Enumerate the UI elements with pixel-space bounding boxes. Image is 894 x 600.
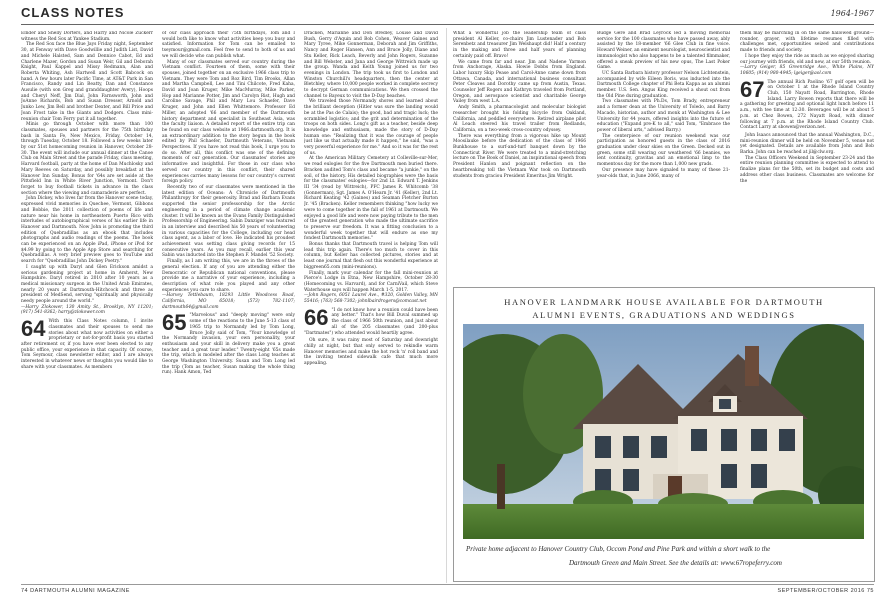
paragraph: At the American Military Cemetery at Colleville-sur-Mer, we read eulogies for the five Dartmouth men buried there. Bracken audited Tom's class and became "a junkie," on the soil, of the history. His detailed biographies were the basis for the classmates' eulogies—for 2nd Lt. Edward T. Jenkins III '34 (read by Wittreich), PFC James R. Whitcomb '38 (Gonnerman), Sgt. James A. O'Hearn Jr. '41 (Keller), 2nd Lt. Richard Keating '42 (Gaines) and Seaman Fletcher Burton Jr. '45 (Bracken). Keller remembers thinking "how lucky we were to come together in the fall of 1961 at Dartmouth. We enjoyed a good life and were now paying tribute to the men of the greatest generation who made the ultimate sacrifice to preserve our freedom. It was a fitting conclusion to a wonderful week together that will endure as one my fondest Dartmouth memories." [304,156,438,242]
paragraph: There was everything from a vigorous hike up Mount Moosilauke before the dedication of the class of 1966 Bunkhouse to a surf-and-turf banquet down by the Connecticut River. We were treated to a mind-stretching lecture on The Book of Daniel, an inspirational speech from President Hanlon and poignant reflection on the heartbreaking toll the Vietnam War took on Dartmouth students from graciou President Emeritus Jim Wright. [453,133,586,179]
class-year-block [740,76,874,131]
paragraph: John Isaacs announced that the annual Washington, D.C., mini-reunion dinner will be held on November 5, venue not yet designated. Details are available from John and Bob Barka. John can be reached at jil@clw.org. [740,132,874,156]
paragraph: Andy Smith, a pharmacologist and molecular biologist researcher brought his folding bicycle from Oakland, California, and peddled everywhere. Retired airplane pilot Al Leach steered his travel trailer from Redlands, California, on a two-week cross-country odyssey. [453,105,586,133]
column-1 [21,31,153,582]
paragraph: With this Class Notes column, I invite classmates and their spouses to send me stories about what now activities on either a proprietary or not-for-profit basis you started after retirement or, if you have ever been elected to any public office, your experience in that capacity. Of course, Tom Seymour, class newsletter editor, and I are always interested in whatever news or thoughts you would like to share with your classmates. As members [21,319,153,370]
column-6 [740,31,874,283]
house-advertisement [453,287,875,582]
class-year-block [162,310,295,376]
footer-left-folio: 74 DARTMOUTH ALUMNI MAGAZINE [21,588,130,594]
column-2 [162,31,295,582]
class-year-block [304,304,438,337]
paragraph: Many of our classmates served our country during the Vietnam conflict. Fourteen of them, some with their spouses, joined together on an exclusive 1966 class trip to Vietnam. They were Tom and Roz Bird, Tim Brooks, Allan and Martha Campbell, Lee and Tini Chilcote, Fred Kaha, David and Joan Kruger, Mike MacMurray, Mike Parker, Hop and Marianne Potter, Jim and Carolyn Rist, Hugh and Caroline Savage, Phil and Mary Lou Schaefer, Dave Kruger, and John and Ellen Whittemore. Professor Ed Miller, an adopted '66 and member of the Dartmouth history department and specialist in Southeast Asia, was the faculty liaison. A detailed report of the entire trip can be found on our class website at 1966.dartmouth.org. It is an extraordinary addition to the story begun in the book edited by Phil Schaefer, Dartmouth Veterans, Vietnam Perspectives. If you have not read this book, I urge you to do so. After all, this conflict was one of the defining moments of our generation. Our classmates' stories are informative and insightful. For those in our class who served our country in this conflict, their shared experiences carries many lessons for our country's current foreign policy. [162,59,295,185]
paragraph: Two classmates with Ph.Ds, Tom Brady, entrepreneur and a former dean at the University of Toledo, and Barry Macado, historian, author and monk at Washington & Lee University for 44 years, offered insights into the future of education ("Expand pre-K to all," said Tom, "Embrace the power of liberal arts," advised Barry.) [597,99,730,133]
footer-right-folio: SEPTEMBER/OCTOBER 2016 75 [777,588,874,594]
paragraph: The Red Sox face the Blue Jays Friday night, September 30, at Fenway with Dave Goodwillie and Judith List, David and Michele Halsted, Sam and Dennice Cabot, Ed and Charlene Mazer, Gordon and Susan Weir, Gil and Deborah Knight, Paul Kappel and Missy Redmann, Alan and Roberta Whiting, Ash Hartwell and Scott Babcock on hand. A few hours later Pacific Time, at AT&T Park in San Francisco, Randy and Lin Beatty, Dan and Constance Ausulie (with son Greg and granddaughter Avery), Hoops and Cheryl Neff, Jim Dial, John Farnsworth, John and JoAnne Richards, Bob and Susan Dresser, Arnold and Junko Lew, Jim Bell and brother Dexter, and Bill Price and Joan Frost take in the Giants and Dodgers. Class mini-reunion chair Tom Ferry put it all together. [21,42,153,122]
paragraph: Finally, as I am writing this, we are in the throes of the general election. If any of you are attending either the Democratic or Republican national conventions, please provide me a narrative of your experience, including a description of what role you played and any other experiences you care to share. [162,259,295,293]
class-year-number: 64 [21,316,46,342]
correspondent-signature: —Harvey Tettlebaum, 18293 Little Woodcess Road, California, MO 65018; (573) 782-1107; dartmouth64@gmail.com [162,293,295,310]
paragraph: What a wonderful job the leadership team of class president Al Keller, co-chairs Jim Lustenader and Bob Serenbetz and treasurer Jim Welshaupt did! Half a century in the making and three and half years of planning certainly paid off. Bravo! [453,31,586,59]
paragraph: John Dickey, who lives far from the Hanover scene today, expressed vivid memories in Quechee, Vermont, Gibbons and Bobbie, the 2011 collection of poems of life and nature near his home in northeastern Puerto Rico with interludes of autobiographical verses of his earlier life in Hanover and Dartmouth. Now John is promoting the third edition of Quebradillas as an ebook that includes photographs and audio readings of the poems. The book can be experienced on an Apple iPad, iPhone or iPod for $4.99 by going to the Apple App Store and searching for Quebradillas. A very brief preview goes to YouTube and search for "Quebradillas John Dickey Poetry." [21,196,153,265]
paragraph: Recently two of our classmates were mentioned in the latest edition of Oceans: A Chronicle of Dartmouth Philanthropy for their generosity. Brad and Barbara Evans supported the senior professorship for the Arctic engineering in a period of climate change academic cluster. It will be known as the Evans Family Distinguished Professorship of Engineering. Sabin Danziger was featured in an interview and described his 50 years of volunteering in various capacities for the College, including our head class agent, as a labor of love. He indicated his proudest achievement was setting class giving records for 15 consecutive years. As you may recall, earlier this year Sabin was inducted into the Stephen F. Mandel '52 Society. [162,184,295,259]
paragraph: Budge Gere and Brad Leyrock led a moving memorial service for the 100 classmates who have passed away, ably assisted by the 18-member '66 Glee Club in fine voice. Howard Weiner, an eminent neurologist, neuroscientist and immunologist who also happens to be a talented filmmaker, offered a sneak preview of his new opus, The Last Poker Game. [597,31,730,71]
ad-caption-line-1: Private home adjacent to Hanover Country Club, Occom Pond and Pine Park and within a short walk to the [466,545,771,553]
house-photo-illustration [463,324,864,539]
paragraph: Oh sure, it was rainy most of Saturday and downright chilly at night, but that only served to rekindle warm Hanover memories and make the hot rock 'n' roll band and the inviting tented sidewalk cafe that much more appealing. [304,338,438,367]
correspondent-signature: —Harry Zlokower, 130 Amity St., Brooklyn, NY 11201; (917) 541-8362; harry@zlokower.com [21,304,153,316]
paragraph: Dracken, Marianne and Don Bredley, Louise and David Bush, Gerry d'Aquin and Bob Cohen, Weaver Gaines and Mary Tyree, Mike Gonnerman, Deborah and Jim Griffiths, Nancy and Roger Hansen, Ann and Bruce Jolly, Diane and Stu Keller, Rick Leach, Beverly and John Rogers, Suzanne and Bill Webster, and Jana and George Wittreich made up the group. Wanda and Keith Young joined us for two evenings in London. The trip took us first to London and Winston Churchill's headquarters, then the center at Bletchley, where 10,000 people worked in complete secrecy to decrypt German communications. We then crossed the channel to Bayeux to visit the D-Day beaches. [304,31,438,99]
correspondent-signature: —Larry Geiger, 85 Greenridge Ave., White Plains, NY 10605; (914) 980-4945; lgeiger@aol.com [740,65,874,76]
paragraph: The centerpiece of our reunion weekend was our participation as honored guests in the class of 2016 graduation under clear skies on the Green. Decked out in green, some still wearing our weathered '66 beanies, we lent continuity, gravitas and an emotional limp to the momentous day for the more than 1,000 new grads. [597,133,730,168]
paragraph: Minis go through October with more than 100 classmates, spouses and partners for the 75th birthday bash in Santa Fe, New Mexico, Friday, October 14, through Tuesday, October 18. Followed a few weeks later by our 51st homecoming reunion in Hanover, October 28-30. The event will include our annual dinner at the Canoe Club on Main Street and the parade Friday, class meeting, Harvard football, party at the home of Dan Muchlosky and Mary Reeves on Saturday, and possibly breakfast at the Hanover Inn Sunday. Bonus for '64s are set aside at the Pittsfield Inn in White River Junction, Vermont. Don't forget to buy football tickets in advance in the class section where the viewing and camaraderie are perfect. [21,122,153,196]
center-gutter [446,28,447,583]
paragraph: I hope they enjoy the ride as much as we enjoyed sharing our journey with friends, old and new, at our 50th reunion. [740,53,874,65]
house-photo [463,324,864,539]
paragraph: them may be marching in on the same hallowed ground—rounder, grayer, with lifetime resumes filled with challenges met, opportunities seized and contributions made to friends and society. [740,31,874,54]
ad-headline-line-2: ALUMNI EVENTS, GRADUATIONS AND WEDDINGS [532,310,796,320]
header-rule [21,24,874,25]
column-4 [453,31,586,283]
paragraph: The Class Officers Weekend in September 23-24 and the entire reunion planning committee is expected to attend to finalize plans for the 50th, set its budget and costs and address other class business. Classmates are welcome for the [740,155,874,184]
ad-headline-line-1: HANOVER LANDMARK HOUSE AVAILABLE FOR DARTMOUTH [504,297,824,307]
class-year-number: 67 [740,76,765,102]
paragraph: The annual Rich Paolino '67 golf open will be on October 1 at the Rhode Island Country Club, 150 Nayatt Road, Barrington, Rhode Island. Larry Bowen reports that there will be a gathering for greeting and optional light lunch before 11 a.m., with tee time at 12:30. Beverages will be at about 5 p.m. at Chez Bowen, 272 Nayatt Road, with dinner following at 7 p.m. at the Rhode Island Country Club. Contact Larry at sbowen@verizon.net. [740,79,874,131]
paragraph: Finally, mark your calendar for the fall mini-reunion at Pierce's Lodge in Etna, New Hampshire, October 28-30 (Homecoming vs. Harvard), and for CarniVail, which Steve Waterhouse says will happen March 1-5, 2017. [304,270,438,293]
class-year-block [21,316,153,370]
correspondent-signature: —John Rogers, 6051 Laurel Ave., #320, Golden Valley, MN 55416; (763) 568-7302; johnlbairdrogers@comcast.net [304,293,438,305]
paragraph: UC Santa Barbara history professor Nelson Lichtenstein, accompanied by wife Eileen Boris, was inducted into the Dartmouth College chapter of Phi Beta Kappa as an alumni member. U.S. Sen. Angus King received a shout out from the Old Pine during graduation. [597,70,730,99]
column-3 [304,31,438,582]
page-header-years: 1964-1967 [830,9,874,18]
footer-rule [21,584,874,585]
ad-caption-line-2: Dartmouth Green and Main Street. See the details at: www.67ropeferry.com [569,559,782,567]
paragraph: We traveled those Normandy shores and learned about the brilliant deception (Hitler was sure the landing would be at the Pas de Calais); the good, bad and tragic luck; the scrambled logistics; and the grit and determination of the troops on both sides. Long's gift as a teacher, beside deep knowledge and enthusiasm, made the story of D-Day human one: "Realizing that it was the courage of people just like us that actually made it happen," he said, "was a very powerful experience for me." And so it was for the rest of us. [304,99,438,156]
paragraph: I caught up with Daryl and Glen Erickson amidst a serious gardening project at home in Amherst, New Hampshire. Daryl retired in 2010 after 10 years as a medical missionary surgeon in the United Arab Emirates, nearly 20 years at Dartmouth-Hitchcock and three as president of MedSend, serving "spiritually and physically needy people around the world." [21,264,153,305]
paragraph: "I do not know how a reunion could have been any better." That's how Bill Duval summed up the class of 1966 50th reunion, and just about all of the 205 classmates (and 200-plus "Dartmates") who attended would heartily agree. [304,307,438,336]
paragraph: Elnder and Shelly Dorters, and Harry and Nicole Zuckerr witness the Red Sox at Yankee Stadium. [21,31,153,42]
class-year-number: 66 [304,304,329,330]
paragraph: Our presence may have signaled to many of these 21-year-olds that, in June 2066, many of [597,167,730,179]
page-header-title: CLASS NOTES [21,5,125,20]
class-year-number: 65 [162,310,187,336]
paragraph: Bonus thanks that Dartmouth travel is helping Tom will lead this trip again. There's too much to cover in this column, but Keller has collected pictures, stories and at least one journal that flesh out this wonderful experience at biggreen65.com (mini-reunions). [304,242,438,270]
paragraph: "Marvelous" and "deeply moving" were only some of the reactions to the June 5-13 class of 1965 trip to Normandy led by Tom Long, Bruce Jolly said of Tom, "Your knowledge of the Normandy invasion, your own personality, your enthusiasm and your skill in delivery make you a great teacher and a great tour leader." Twenty-eight '65s made the trip, which is modeled after the class Long teaches at George Washington University. Susan and Tom Long led the trip (Tom as teacher, Susan making the whole thing run). Hank Amon, Ted [162,313,295,376]
column-5 [597,31,730,283]
paragraph: of our class approach their 75th birthdays, Tom and I would both like to know what activities keep you busy and satisfied. Information for Tom can be emailed to tseymour@gmail.com. Feel free to send to both of us and we will decide who can publish what. [162,31,295,59]
paragraph: We came from far and near. Jim and Nadene Yarmon from Anchorage, Alaska. Howie Dobbs from England. Labor luxury Skip Pease and Carol-Anne came down from Ottawa, Canada, and international business consultant Peter Cleaves and Dorothy came up from Austin, Texas. Counselor Jeff Rogers and Kathryn traveled from Portland, Oregon, and aerospace scientist and charitable George Vailey from west L.A. [453,59,586,105]
